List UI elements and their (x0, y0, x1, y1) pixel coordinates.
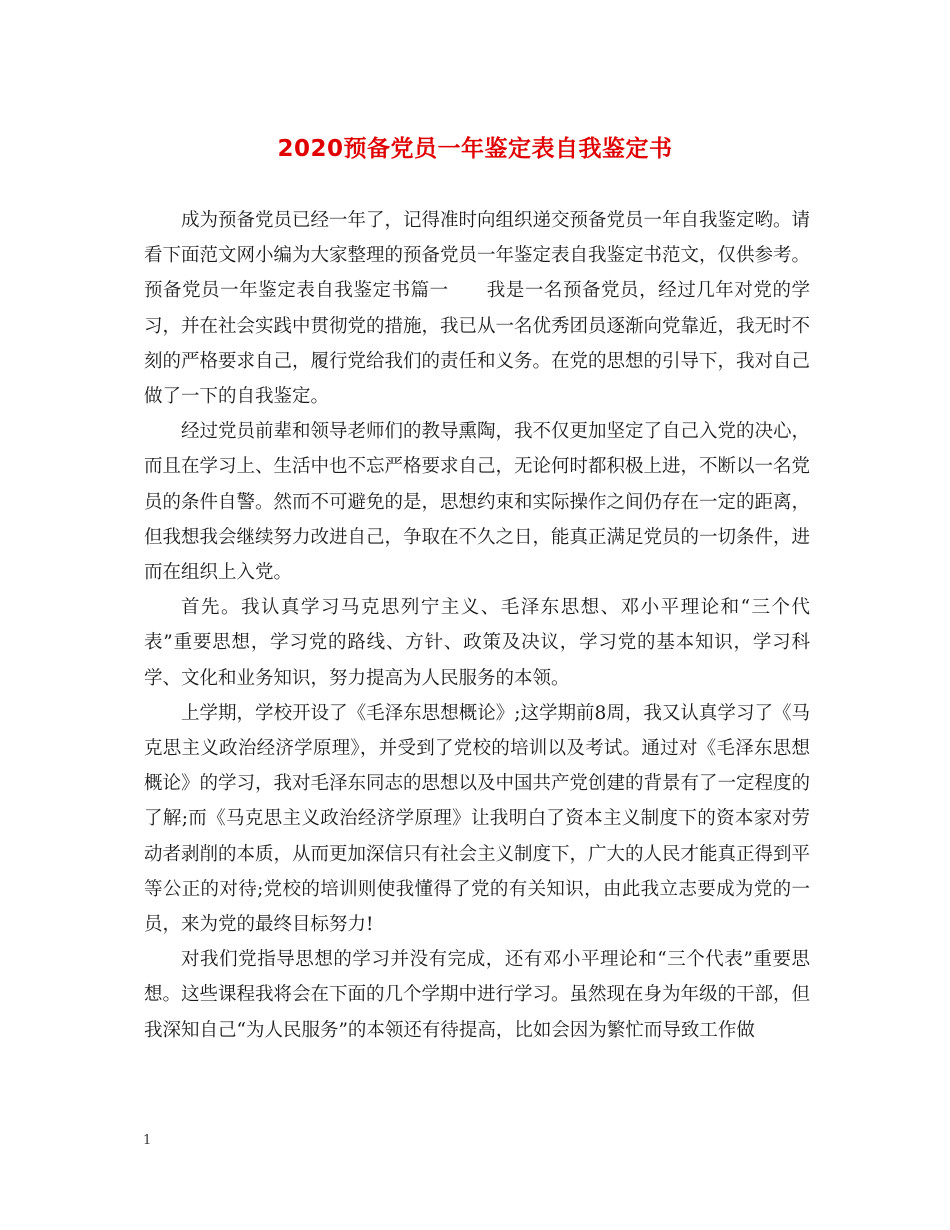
paragraph-intro: 成为预备党员已经一年了，记得准时向组织递交预备党员一年自我鉴定哟。请看下面范文网小编为大家整理的预备党员一年鉴定表自我鉴定书范文，仅供参考。 (144, 210, 811, 267)
paragraph-section-one: 预备党员一年鉴定表自我鉴定书篇一 我是一名预备党员，经过几年对党的学习，并在社会实践中贯彻党的措施，我已从一名优秀团员逐渐向党靠近，我无时不刻的严格要求自己，履行党给我们的责任和义务。在党的思想的引导下，我对自己做了一下的自我鉴定。 (144, 280, 811, 408)
paragraph-education: 经过党员前辈和领导老师们的教导熏陶，我不仅更加坚定了自己入党的决心，而且在学习上、生活中也不忘严格要求自己，无论何时都积极上进，不断以一名党员的条件自警。然而不可避免的是，思想约束和实际操作之间仍存在一定的距离，但我想我会继续努力改进自己，争取在不久之日，能真正满足党员的一切条件，进而在组织上入党。 (144, 421, 811, 584)
paragraph-courses: 上学期，学校开设了《毛泽东思想概论》;这学期前8周，我又认真学习了《马克思主义政治经济学原理》，并受到了党校的培训以及考试。通过对《毛泽东思想概论》的学习，我对毛泽东同志的思想以及中国共产党创建的背景有了一定程度的了解;而《马克思主义政治经济学原理》让我明白了资本主义制度下的资本家对劳动者剥削的本质，从而更加深信只有社会主义制度下，广大的人民才能真正得到平等公正的对待;党校的培训则使我懂得了党的有关知识，由此我立志要成为党的一员，来为党的最终目标努力! (144, 702, 811, 936)
paragraph-study-theory: 首先。我认真学习马克思列宁主义、毛泽东思想、邓小平理论和“三个代表”重要思想，学习党的路线、方针、政策及决议，学习党的基本知识，学习科学、文化和业务知识，努力提高为人民服务的本领。 (144, 597, 810, 689)
document-title: 2020预备党员一年鉴定表自我鉴定书 (277, 136, 673, 162)
page-number: 1 (143, 1133, 152, 1148)
document-body (144, 203, 810, 1048)
paragraph-continued-study: 对我们党指导思想的学习并没有完成，还有邓小平理论和“三个代表”重要思想。这些课程我将会在下面的几个学期中进行学习。虽然现在身为年级的干部，但我深知自己“为人民服务”的本领还有待提高，比如会因为繁忙而导致工作做 (144, 949, 811, 1041)
